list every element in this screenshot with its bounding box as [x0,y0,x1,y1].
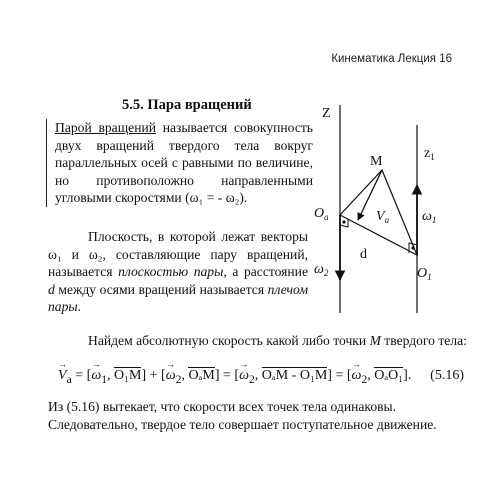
velocity-text-2: твердого тела: [380,333,467,348]
plane-text-3: между осями вращений называется [54,281,268,297]
formula-w2c: → ω [352,368,362,384]
label-d: d [360,247,367,262]
definition-text: называется совокупность двух вращений твердого тела вокруг параллельных осей с равными по величине, но противоположно направленными угловыми скоростями (ω₁ = - ω₂). [55,120,313,206]
formula-number: (5.16) [430,368,464,383]
formula-w2b: → ω [239,368,249,384]
conclusion-line-1: Из (5.16) вытекает, что скорости всех точек тела одинаковы. [48,399,397,414]
plane-text-4: . [77,299,82,315]
label-z: Z [322,106,331,121]
velocity-paragraph [48,332,468,350]
formula-body: → $V_a$ = [→ $\omega_1$, O₁M] + [→ $\omega_2$, OₐM] = [→ $\omega_2$, OₐM - O₁M] = [→ $\omega_2$, OₐO₁]. [58,368,411,386]
label-w2: $\omega_2$ [314,262,329,278]
arm-term: плечом пары [48,281,308,315]
plane-paragraph [48,228,308,316]
label-va: $V_a$ [376,209,390,225]
label-m: M [370,154,383,169]
dot-o1 [411,246,414,249]
plane-term: плоскостью пары [118,264,224,280]
formula-va: → V [58,368,67,384]
velocity-point: M [369,333,381,348]
formula-oao1: OₐO₁ [374,368,404,383]
dot-oa [342,220,345,223]
section-title: 5.5. Пара вращений [122,97,252,113]
definition-term: Парой вращений [55,120,157,135]
label-z1: $z_1$ [424,146,435,162]
lecture-header: Кинематика Лекция 16 [331,53,452,65]
velocity-text-1: Найдем абсолютную скорость какой либо точки [88,333,370,348]
formula-o1m: O₁M [114,368,142,383]
formula-w2: → ω [166,368,176,384]
label-o1: $O_1$ [417,266,432,282]
label-w1: $\omega_1$ [422,209,437,225]
plane-d: d [48,281,55,297]
formula-diff: OₐM - O₁M [261,368,328,383]
formula-w1: → ω [91,368,101,384]
plane-text-1: Плоскость, в которой лежат векторы ω₁ и ω₂, составляющие пару вращений, называется [48,229,308,280]
formula-5-16 [48,368,468,392]
conclusion-line-2: Следовательно, твердое тело совершает поступательное движение. [48,417,437,432]
definition-block [46,119,313,207]
rotation-pair-diagram [300,95,480,315]
plane-text-2: , а расстояние [223,264,308,280]
conclusion-block [48,398,468,434]
label-oa: $O_a$ [314,206,329,222]
formula-oam: OₐM [188,368,215,383]
